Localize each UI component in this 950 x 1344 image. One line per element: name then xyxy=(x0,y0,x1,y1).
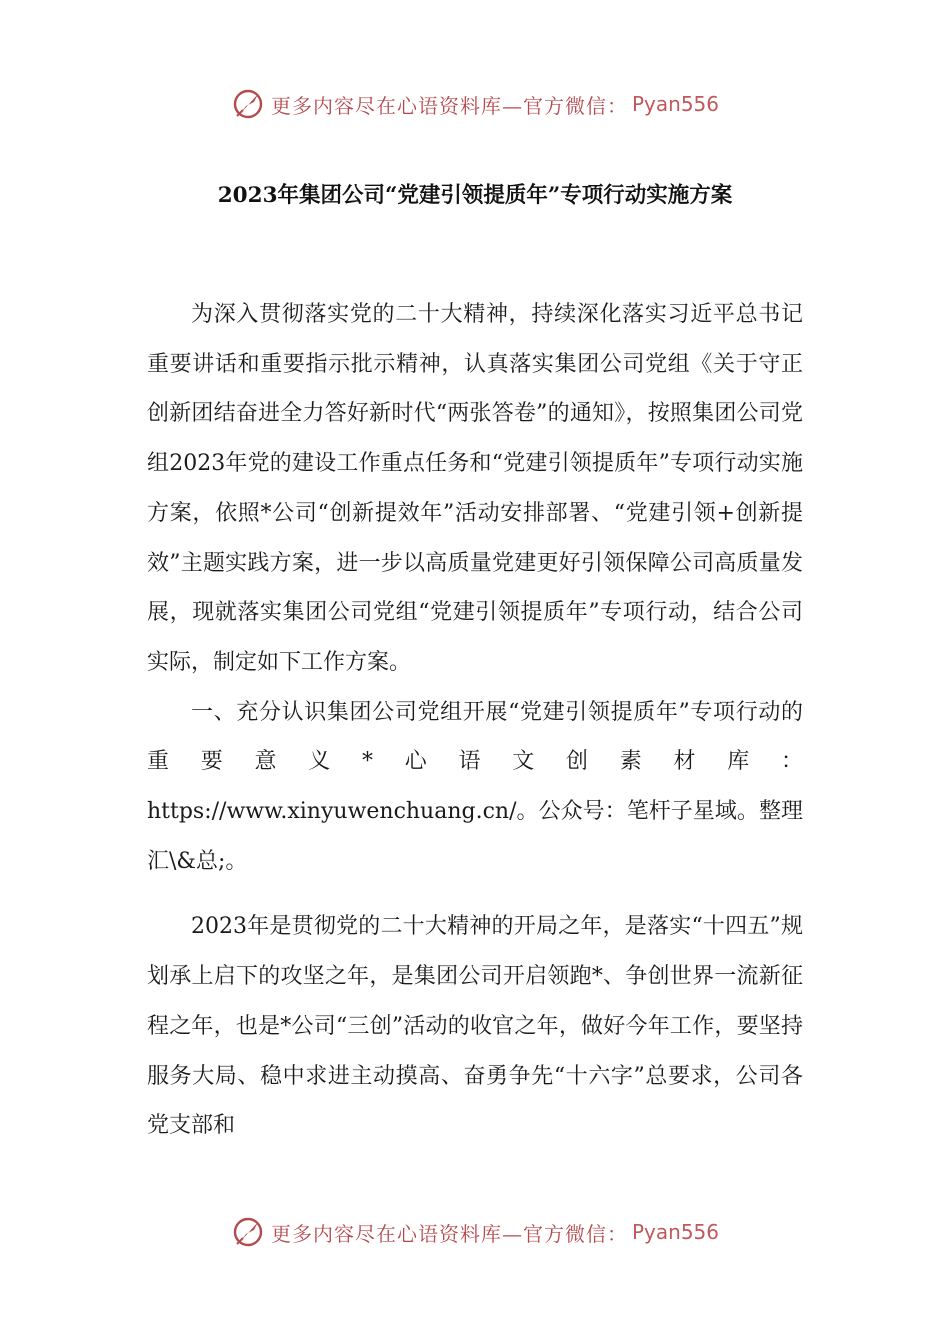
banner-wechat-id: Pyan556 xyxy=(631,1220,719,1244)
quill-logo-icon xyxy=(231,87,265,121)
document-title: 2023年集团公司“党建引领提质年”专项行动实施方案 xyxy=(217,183,733,208)
document-body xyxy=(147,290,803,1151)
paragraph-context: 2023年是贯彻党的二十大精神的开局之年，是落实“十四五”规划承上启下的攻坚之年，是集团公司开启领跑*、争创世界一流新征程之年，也是*公司“三创”活动的收官之年，做好今年工作，要坚持服务大局、稳中求进主动摸高、奋勇争先“十六字”总要求，公司各党支部和 xyxy=(147,914,803,1139)
quill-logo-icon xyxy=(231,1215,265,1249)
banner-brand-text: 更多内容尽在心语资料库—官方微信： xyxy=(270,1221,628,1246)
footer-banner xyxy=(0,1212,950,1252)
paragraph-intro: 为深入贯彻落实党的二十大精神，持续深化落实习近平总书记重要讲话和重要指示批示精神，认真落实集团公司党组《关于守正创新团结奋进全力答好新时代“两张答卷”的通知》，按照集团公司党组2023年党的建设工作重点任务和“党建引领提质年”专项行动实施方案，依照*公司“创新提效年”活动安排部署、“党建引领+创新提效”主题实践方案，进一步以高质量党建更好引领保障公司高质量发展，现就落实集团公司党组“党建引领提质年”专项行动，结合公司实际，制定如下工作方案。 xyxy=(147,302,803,675)
header-banner xyxy=(0,84,950,124)
banner-brand-text: 更多内容尽在心语资料库—官方微信： xyxy=(270,93,628,118)
paragraph-section-heading: 一、充分认识集团公司党组开展“党建引领提质年”专项行动的重要意义*心语文创素材库：https://www.xinyuwenchuang.cn/。公众号：笔杆子星域。整理汇\&总;。 xyxy=(147,699,803,874)
banner-wechat-id: Pyan556 xyxy=(631,92,719,116)
